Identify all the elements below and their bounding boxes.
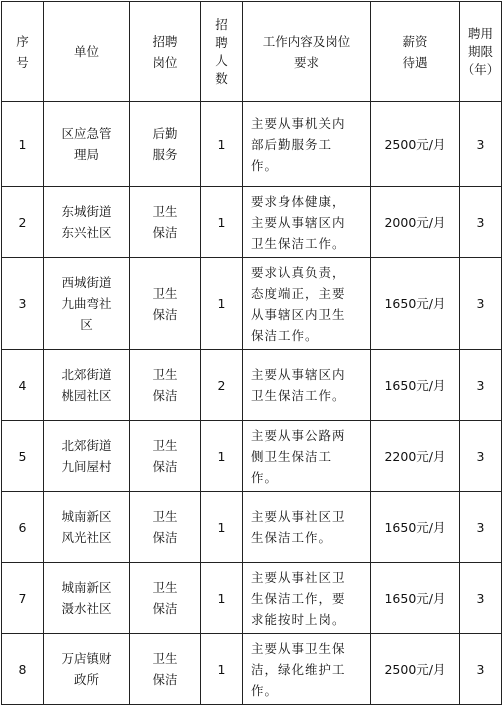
cell-term: 3 [460,102,502,187]
table-row [2,350,502,421]
cell-count: 1 [201,492,243,563]
cell-salary: 1650元/月 [371,258,460,350]
cell-count: 1 [201,258,243,350]
header-term: 聘用 期限 （年） [460,2,502,102]
cell-seq: 6 [2,492,44,563]
header-requirements: 工作内容及岗位 要求 [243,2,371,102]
cell-salary: 1650元/月 [371,563,460,634]
cell-salary: 2500元/月 [371,634,460,705]
cell-requirements: 主要从事辖区内 卫生保洁工作。 [243,350,371,421]
cell-position: 卫生 保洁 [130,187,201,258]
header-count: 招 聘 人 数 [201,2,243,102]
cell-unit: 万店镇财 政所 [44,634,130,705]
cell-seq: 5 [2,421,44,492]
cell-term: 3 [460,634,502,705]
cell-requirements: 要求认真负责， 态度端正，主要 从事辖区内卫生 保洁工作。 [243,258,371,350]
cell-unit: 城南新区 滠水社区 [44,563,130,634]
cell-position: 卫生 保洁 [130,492,201,563]
cell-position: 卫生 保洁 [130,634,201,705]
cell-term: 3 [460,492,502,563]
cell-requirements: 主要从事机关内 部后勤服务工 作。 [243,102,371,187]
cell-unit: 西城街道 九曲弯社 区 [44,258,130,350]
table-row [2,102,502,187]
table-row [2,563,502,634]
cell-unit: 北郊街道 九间屋村 [44,421,130,492]
cell-term: 3 [460,563,502,634]
cell-requirements: 主要从事卫生保 洁，绿化维护工 作。 [243,634,371,705]
cell-requirements: 要求身体健康， 主要从事辖区内 卫生保洁工作。 [243,187,371,258]
cell-requirements: 主要从事社区卫 生保洁工作。 [243,492,371,563]
cell-salary: 2000元/月 [371,187,460,258]
cell-unit: 区应急管 理局 [44,102,130,187]
cell-unit: 东城街道 东兴社区 [44,187,130,258]
header-position: 招聘 岗位 [130,2,201,102]
cell-salary: 2200元/月 [371,421,460,492]
cell-seq: 8 [2,634,44,705]
cell-requirements: 主要从事社区卫 生保洁工作，要 求能按时上岗。 [243,563,371,634]
cell-count: 1 [201,634,243,705]
cell-seq: 7 [2,563,44,634]
cell-seq: 3 [2,258,44,350]
table-row [2,634,502,705]
cell-salary: 1650元/月 [371,350,460,421]
cell-position: 后勤 服务 [130,102,201,187]
cell-position: 卫生 保洁 [130,350,201,421]
cell-position: 卫生 保洁 [130,563,201,634]
header-row [2,2,502,102]
cell-term: 3 [460,350,502,421]
cell-position: 卫生 保洁 [130,421,201,492]
cell-count: 1 [201,421,243,492]
header-unit: 单位 [44,2,130,102]
cell-term: 3 [460,258,502,350]
cell-count: 1 [201,187,243,258]
table-row [2,187,502,258]
cell-count: 1 [201,563,243,634]
cell-count: 1 [201,102,243,187]
cell-term: 3 [460,187,502,258]
cell-seq: 2 [2,187,44,258]
header-seq: 序 号 [2,2,44,102]
cell-unit: 城南新区 风光社区 [44,492,130,563]
cell-unit: 北郊街道 桃园社区 [44,350,130,421]
cell-term: 3 [460,421,502,492]
recruitment-table [1,1,502,705]
cell-seq: 1 [2,102,44,187]
table-row [2,258,502,350]
table-row [2,492,502,563]
cell-seq: 4 [2,350,44,421]
cell-count: 2 [201,350,243,421]
cell-position: 卫生 保洁 [130,258,201,350]
cell-salary: 1650元/月 [371,492,460,563]
table-row [2,421,502,492]
cell-requirements: 主要从事公路两 侧卫生保洁工 作。 [243,421,371,492]
header-salary: 薪资 待遇 [371,2,460,102]
cell-salary: 2500元/月 [371,102,460,187]
